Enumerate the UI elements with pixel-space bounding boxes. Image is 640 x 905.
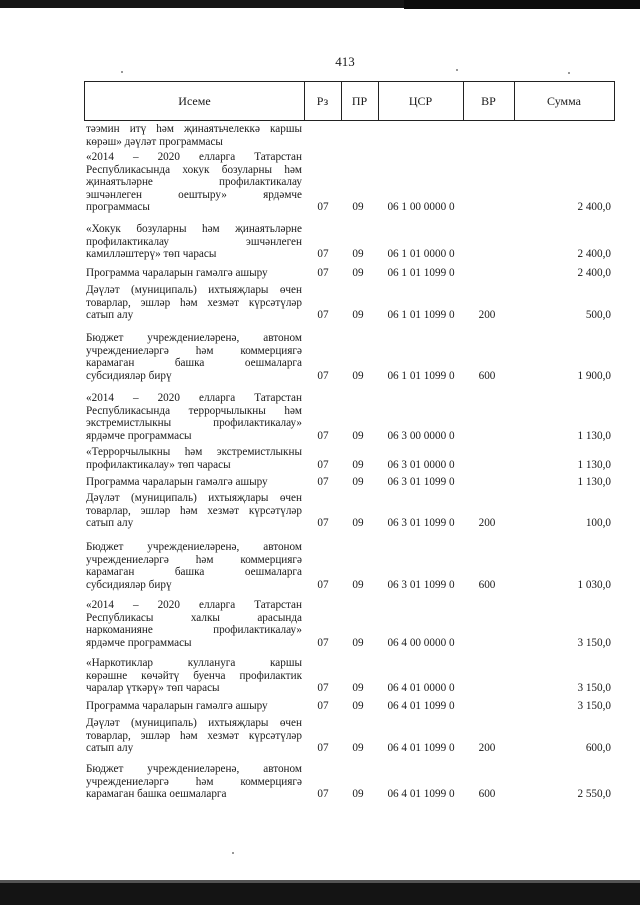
header-name: Исеме	[85, 82, 305, 120]
row-name-line: карамаган башка оешмаларга	[86, 788, 227, 801]
row-sum: 500,0	[585, 309, 611, 322]
row-name	[86, 763, 302, 801]
row-sum: 1 130,0	[577, 476, 611, 488]
row-pr: 09	[352, 458, 364, 471]
row-name-line: сатып алу	[86, 742, 134, 755]
table-row	[84, 700, 615, 713]
row-rz: 07	[317, 248, 329, 261]
row-name-line: Программа чараларын гамәлгә ашыру	[86, 700, 268, 712]
scan-speck	[568, 72, 570, 74]
row-pr: 09	[352, 636, 364, 649]
row-name-line: карамаган башка оешмаларга	[86, 566, 302, 579]
row-rz: 07	[317, 309, 329, 322]
row-vr: 600	[478, 369, 496, 382]
row-pr: 09	[352, 369, 364, 382]
scan-top-edge	[0, 0, 640, 8]
row-csr: 06 1 01 1099 0	[387, 267, 455, 279]
row-csr: 06 3 01 1099 0	[387, 578, 455, 591]
row-name	[86, 599, 302, 649]
table-row	[84, 267, 615, 280]
row-rz: 07	[317, 578, 329, 591]
table-row	[84, 492, 615, 530]
row-name-line: көрәшне көчәйтү буенча профилактик	[86, 669, 302, 682]
row-csr: 06 3 00 0000 0	[387, 429, 455, 442]
table-row	[84, 763, 615, 801]
row-name-line: товарлар, эшләр һәм хезмәт күрсәтүләр	[86, 729, 302, 742]
row-name-line: камилләштерү» төп чарасы	[86, 248, 217, 261]
row-sum: 1 130,0	[577, 429, 611, 442]
row-name	[86, 123, 302, 148]
row-name	[86, 700, 302, 713]
table-row	[84, 476, 615, 489]
row-csr: 06 4 01 0000 0	[387, 682, 455, 695]
row-sum: 2 400,0	[577, 201, 611, 214]
row-name	[86, 223, 302, 261]
row-vr: 200	[478, 742, 496, 755]
row-name-line: ярдәмче программасы	[86, 429, 192, 442]
row-pr: 09	[352, 788, 364, 801]
row-name-line: учреждениеләргә һәм коммерциягә	[86, 553, 302, 566]
row-sum: 2 400,0	[577, 248, 611, 261]
row-rz: 07	[317, 636, 329, 649]
row-pr: 09	[352, 267, 364, 279]
row-rz: 07	[317, 700, 329, 712]
row-sum: 1 030,0	[577, 578, 611, 591]
row-name-line: Республикасында хокук бозуларны һәм	[86, 163, 302, 176]
table-row	[84, 332, 615, 382]
row-name-line: Дәүләт (муниципаль) ихтыяҗлары өчен	[86, 492, 302, 504]
row-csr: 06 1 01 1099 0	[387, 309, 455, 322]
row-rz: 07	[317, 788, 329, 801]
row-pr: 09	[352, 476, 364, 488]
row-pr: 09	[352, 742, 364, 755]
row-name-line: товарлар, эшләр һәм хезмәт күрсәтүләр	[86, 504, 302, 517]
row-pr: 09	[352, 700, 364, 712]
row-csr: 06 4 00 0000 0	[387, 636, 455, 649]
row-name-line: Бюджет учреждениеләренә, автоном	[86, 332, 302, 344]
row-name-line: сатып алу	[86, 309, 134, 322]
row-name-line: профилактикалау эшчәнлеген	[86, 235, 302, 248]
row-csr: 06 3 01 1099 0	[387, 517, 455, 530]
row-name-line: Республикасы халкы арасында	[86, 611, 302, 624]
row-csr: 06 3 01 0000 0	[387, 458, 455, 471]
row-vr: 200	[478, 309, 496, 322]
row-rz: 07	[317, 267, 329, 279]
row-vr: 600	[478, 578, 496, 591]
table-row	[84, 541, 615, 591]
row-rz: 07	[317, 517, 329, 530]
row-pr: 09	[352, 682, 364, 695]
scan-speck	[121, 71, 123, 73]
row-name-line: Дәүләт (муниципаль) ихтыяҗлары өчен	[86, 717, 302, 729]
row-name	[86, 492, 302, 530]
row-csr: 06 1 01 0000 0	[387, 248, 455, 261]
row-name-line: экстремистлыкны профилактикалау»	[86, 417, 302, 430]
row-name-line: субсидияләр бирү	[86, 578, 172, 591]
row-rz: 07	[317, 369, 329, 382]
row-pr: 09	[352, 429, 364, 442]
page-number: 413	[335, 54, 355, 69]
row-csr: 06 3 01 1099 0	[387, 476, 455, 488]
header-pr: ПР	[341, 82, 379, 120]
row-sum: 100,0	[585, 517, 611, 530]
row-name-line: Программа чараларын гамәлгә ашыру	[86, 476, 268, 488]
row-name-line: эшчәнлеген оештыру» ярдәмче	[86, 188, 302, 201]
row-name	[86, 541, 302, 591]
row-sum: 3 150,0	[577, 636, 611, 649]
row-csr: 06 1 01 1099 0	[387, 369, 455, 382]
table-row	[84, 392, 615, 442]
scan-top-notch	[404, 0, 640, 9]
row-pr: 09	[352, 248, 364, 261]
row-name-line: «Хокук бозуларны һәм җинаятьләрне	[86, 223, 302, 235]
row-name-line: учреждениеләргә һәм коммерциягә	[86, 775, 302, 788]
row-rz: 07	[317, 429, 329, 442]
scan-speck	[232, 852, 234, 854]
row-name-line: карамаган башка оешмаларга	[86, 357, 302, 370]
row-name	[86, 392, 302, 442]
scan-speck	[456, 69, 458, 71]
row-name-line: җинаятьләрне профилактикалау	[86, 176, 302, 189]
row-csr: 06 4 01 1099 0	[387, 788, 455, 801]
table-row	[84, 223, 615, 261]
row-name-line: наркоманияне профилактикалау»	[86, 624, 302, 637]
row-name-line: «2014 – 2020 елларга Татарстан	[86, 392, 302, 404]
row-pr: 09	[352, 309, 364, 322]
row-sum: 1 900,0	[577, 369, 611, 382]
table-row	[84, 284, 615, 322]
row-name-line: көрәш» дәүләт программасы	[86, 135, 223, 148]
row-rz: 07	[317, 682, 329, 695]
row-sum: 3 150,0	[577, 700, 611, 712]
row-name-line: товарлар, эшләр һәм хезмәт күрсәтүләр	[86, 296, 302, 309]
row-name	[86, 657, 302, 695]
row-name-line: «2014 – 2020 елларга Татарстан	[86, 151, 302, 163]
row-rz: 07	[317, 201, 329, 214]
row-name	[86, 284, 302, 322]
row-name-line: сатып алу	[86, 517, 134, 530]
table-row	[84, 717, 615, 755]
table-row	[84, 657, 615, 695]
row-name-line: «Террорчылыкны һәм экстремистлыкны	[86, 446, 302, 458]
row-csr: 06 1 00 0000 0	[387, 201, 455, 214]
row-name	[86, 332, 302, 382]
header-vr: ВР	[463, 82, 515, 120]
row-name-line: Дәүләт (муниципаль) ихтыяҗлары өчен	[86, 284, 302, 296]
row-name	[86, 151, 302, 214]
row-pr: 09	[352, 517, 364, 530]
row-pr: 09	[352, 578, 364, 591]
table-row	[84, 599, 615, 649]
row-name-line: ярдәмче программасы	[86, 636, 192, 649]
row-name-line: тәэмин итү һәм җинаятьчелеккә каршы	[86, 123, 302, 135]
row-csr: 06 4 01 1099 0	[387, 700, 455, 712]
table-row	[84, 123, 615, 148]
row-name	[86, 267, 302, 280]
row-name-line: профилактикалау» төп чарасы	[86, 458, 231, 471]
table-row	[84, 151, 615, 214]
header-rz: Рз	[304, 82, 342, 120]
row-pr: 09	[352, 201, 364, 214]
row-name-line: Республикасында террорчылыкны һәм	[86, 404, 302, 417]
row-sum: 3 150,0	[577, 682, 611, 695]
header-sum: Сумма	[547, 94, 581, 108]
row-name-line: «2014 – 2020 елларга Татарстан	[86, 599, 302, 611]
row-vr: 200	[478, 517, 496, 530]
row-rz: 07	[317, 458, 329, 471]
row-rz: 07	[317, 742, 329, 755]
row-name-line: Программа чараларын гамәлгә ашыру	[86, 267, 268, 279]
scan-bottom-lip	[0, 880, 640, 883]
table-header	[84, 81, 615, 121]
row-csr: 06 4 01 1099 0	[387, 742, 455, 755]
row-name-line: «Наркотиклар куллануга каршы	[86, 657, 302, 669]
row-name-line: учреждениеләргә һәм коммерциягә	[86, 344, 302, 357]
row-name	[86, 717, 302, 755]
row-name	[86, 446, 302, 471]
header-csr: ЦСР	[378, 82, 464, 120]
row-name-line: программасы	[86, 201, 150, 214]
scan-bottom-edge	[0, 883, 640, 905]
table-row	[84, 446, 615, 471]
row-name-line: Бюджет учреждениеләренә, автоном	[86, 763, 302, 775]
row-name-line: чаралар үткәрү» төп чарасы	[86, 682, 220, 695]
row-rz: 07	[317, 476, 329, 488]
row-name-line: субсидияләр бирү	[86, 369, 172, 382]
row-vr: 600	[478, 788, 496, 801]
row-name-line: Бюджет учреждениеләренә, автоном	[86, 541, 302, 553]
row-sum: 2 550,0	[577, 788, 611, 801]
row-sum: 1 130,0	[577, 458, 611, 471]
row-name	[86, 476, 302, 489]
row-sum: 2 400,0	[577, 267, 611, 279]
row-sum: 600,0	[585, 742, 611, 755]
